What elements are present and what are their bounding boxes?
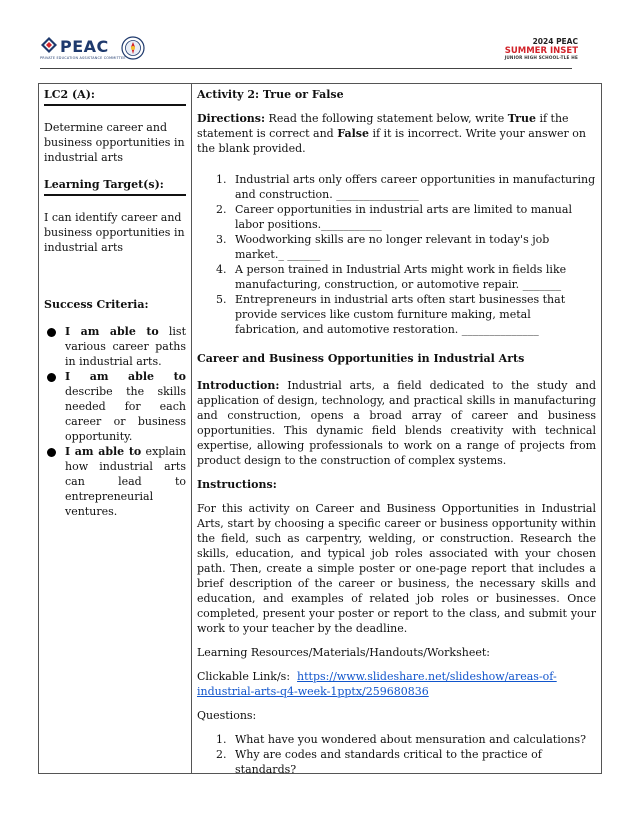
resources-text: Learning Resources/Materials/Handouts/Worksheet: [197,646,490,659]
lesson-table [38,83,602,774]
deped-seal-icon [121,36,145,60]
criteria-text: describe the skills needed for each career or business opportunity. [65,385,186,443]
link-label: Clickable Link/s: [197,670,291,683]
org-name: PEAC [60,37,109,56]
statement-text: Entrepreneurs in industrial arts often start businesses that provide services like custom furniture making, metal fabrication, and automotive restoration. ______________ [235,293,566,336]
list-item [44,444,186,519]
true-false-statements [197,172,596,337]
criteria-text: list various career paths in industrial arts. [65,325,186,368]
directions-text: Read the following statement below, write [265,112,508,125]
success-criteria-list [44,324,186,519]
resource-link[interactable]: https://www.slideshare.net/slideshow/areas-of-industrial-arts-q4-week-1pptx/259680836 [197,670,557,698]
questions-list [197,732,596,777]
inset-title: SUMMER INSET [504,45,578,56]
item-number: 1. [216,173,227,186]
header-divider [40,68,572,69]
bullet-icon [47,373,56,382]
right-column [197,87,596,785]
list-item [197,732,596,747]
criteria-lead: I am able to [65,445,142,458]
questions-label: Questions: [197,709,257,722]
instructions-label: Instructions: [197,478,277,491]
item-number: 4. [216,263,227,276]
criteria-text: explain how industrial arts can lead to entrepreneurial ventures. [65,445,186,518]
question-text: What have you wondered about mensuration and calculations? [235,733,586,746]
learning-target-text: I can identify career and business opportunities in industrial arts [44,211,185,254]
question-text: Why are codes and standards critical to the practice of standards? [235,748,542,776]
lc-heading: LC2 (A): [44,87,186,106]
list-item [197,232,596,262]
statement-text: Career opportunities in industrial arts are limited to manual labor positions.___________ [235,203,572,231]
criteria-lead: I am able to [65,325,159,338]
org-full-name: PRIVATE EDUCATION ASSISTANCE COMMITTEE [40,56,126,60]
item-number: 2. [216,203,227,216]
section-title: Career and Business Opportunities in Industrial Arts [197,352,525,365]
page-header [0,0,638,70]
true-word: True [507,112,536,125]
criteria-lead: I am able to [65,370,186,383]
intro-text: Industrial arts, a field dedicated to the study and application of design, technology, and practical skills in manufacturing and construction, opens a broad array of career and business opportunities. This dynamic field blends creativity with technical expertise, allowing professionals to work on a range of projects from product design to the construction of complex systems. [197,379,596,467]
item-number: 3. [216,233,227,246]
column-divider [191,84,192,773]
list-item [197,292,596,337]
directions [197,111,596,156]
directions-text: if the statement is correct and [197,112,569,140]
bullet-icon [47,328,56,337]
list-item [44,369,186,444]
list-item [197,747,596,777]
directions-label: Directions: [197,112,266,125]
inset-title-block [505,38,578,60]
statement-text: Industrial arts only offers career opportunities in manufacturing and construction. _______________ [235,173,596,201]
list-item [197,202,596,232]
learning-target-heading: Learning Target(s): [44,177,186,196]
success-criteria-heading: Success Criteria: [44,298,149,311]
peac-logo [40,36,130,62]
false-word: False [337,127,369,140]
left-column [44,87,186,519]
list-item [197,262,596,292]
list-item [44,324,186,369]
bullet-icon [47,448,56,457]
lc-text: Determine career and business opportunities in industrial arts [44,121,185,164]
list-item [197,172,596,202]
inset-subtitle: JUNIOR HIGH SCHOOL-TLE HE [504,55,578,60]
statement-text: Woodworking skills are no longer relevant in today's job market._ ______ [235,233,550,261]
item-number: 1. [216,733,227,746]
inset-year: 2024 PEAC [532,37,578,46]
directions-text: if it is incorrect. Write your answer on the blank provided. [197,127,586,155]
activity-title: Activity 2: True or False [197,88,344,101]
introduction [197,378,596,468]
instructions-text: For this activity on Career and Business Opportunities in Industrial Arts, start by choosing a specific career or business opportunity within the field, such as carpentry, welding, or construction. Research the skills, education, and typical job roles associated with your chosen path. Then, create a simple poster or one-page report that includes a brief description of the career or business, the necessary skills and education, and examples of related job roles or businesses. Once completed, present your poster or report to the class, and submit your work to your teacher by the deadline. [197,502,596,635]
intro-label: Introduction: [197,379,280,392]
clickable-links [197,669,596,699]
item-number: 5. [216,293,227,306]
statement-text: A person trained in Industrial Arts might work in fields like manufacturing, construction, or automotive repair. _______ [235,263,567,291]
peac-mark-icon [40,36,58,54]
item-number: 2. [216,748,227,761]
